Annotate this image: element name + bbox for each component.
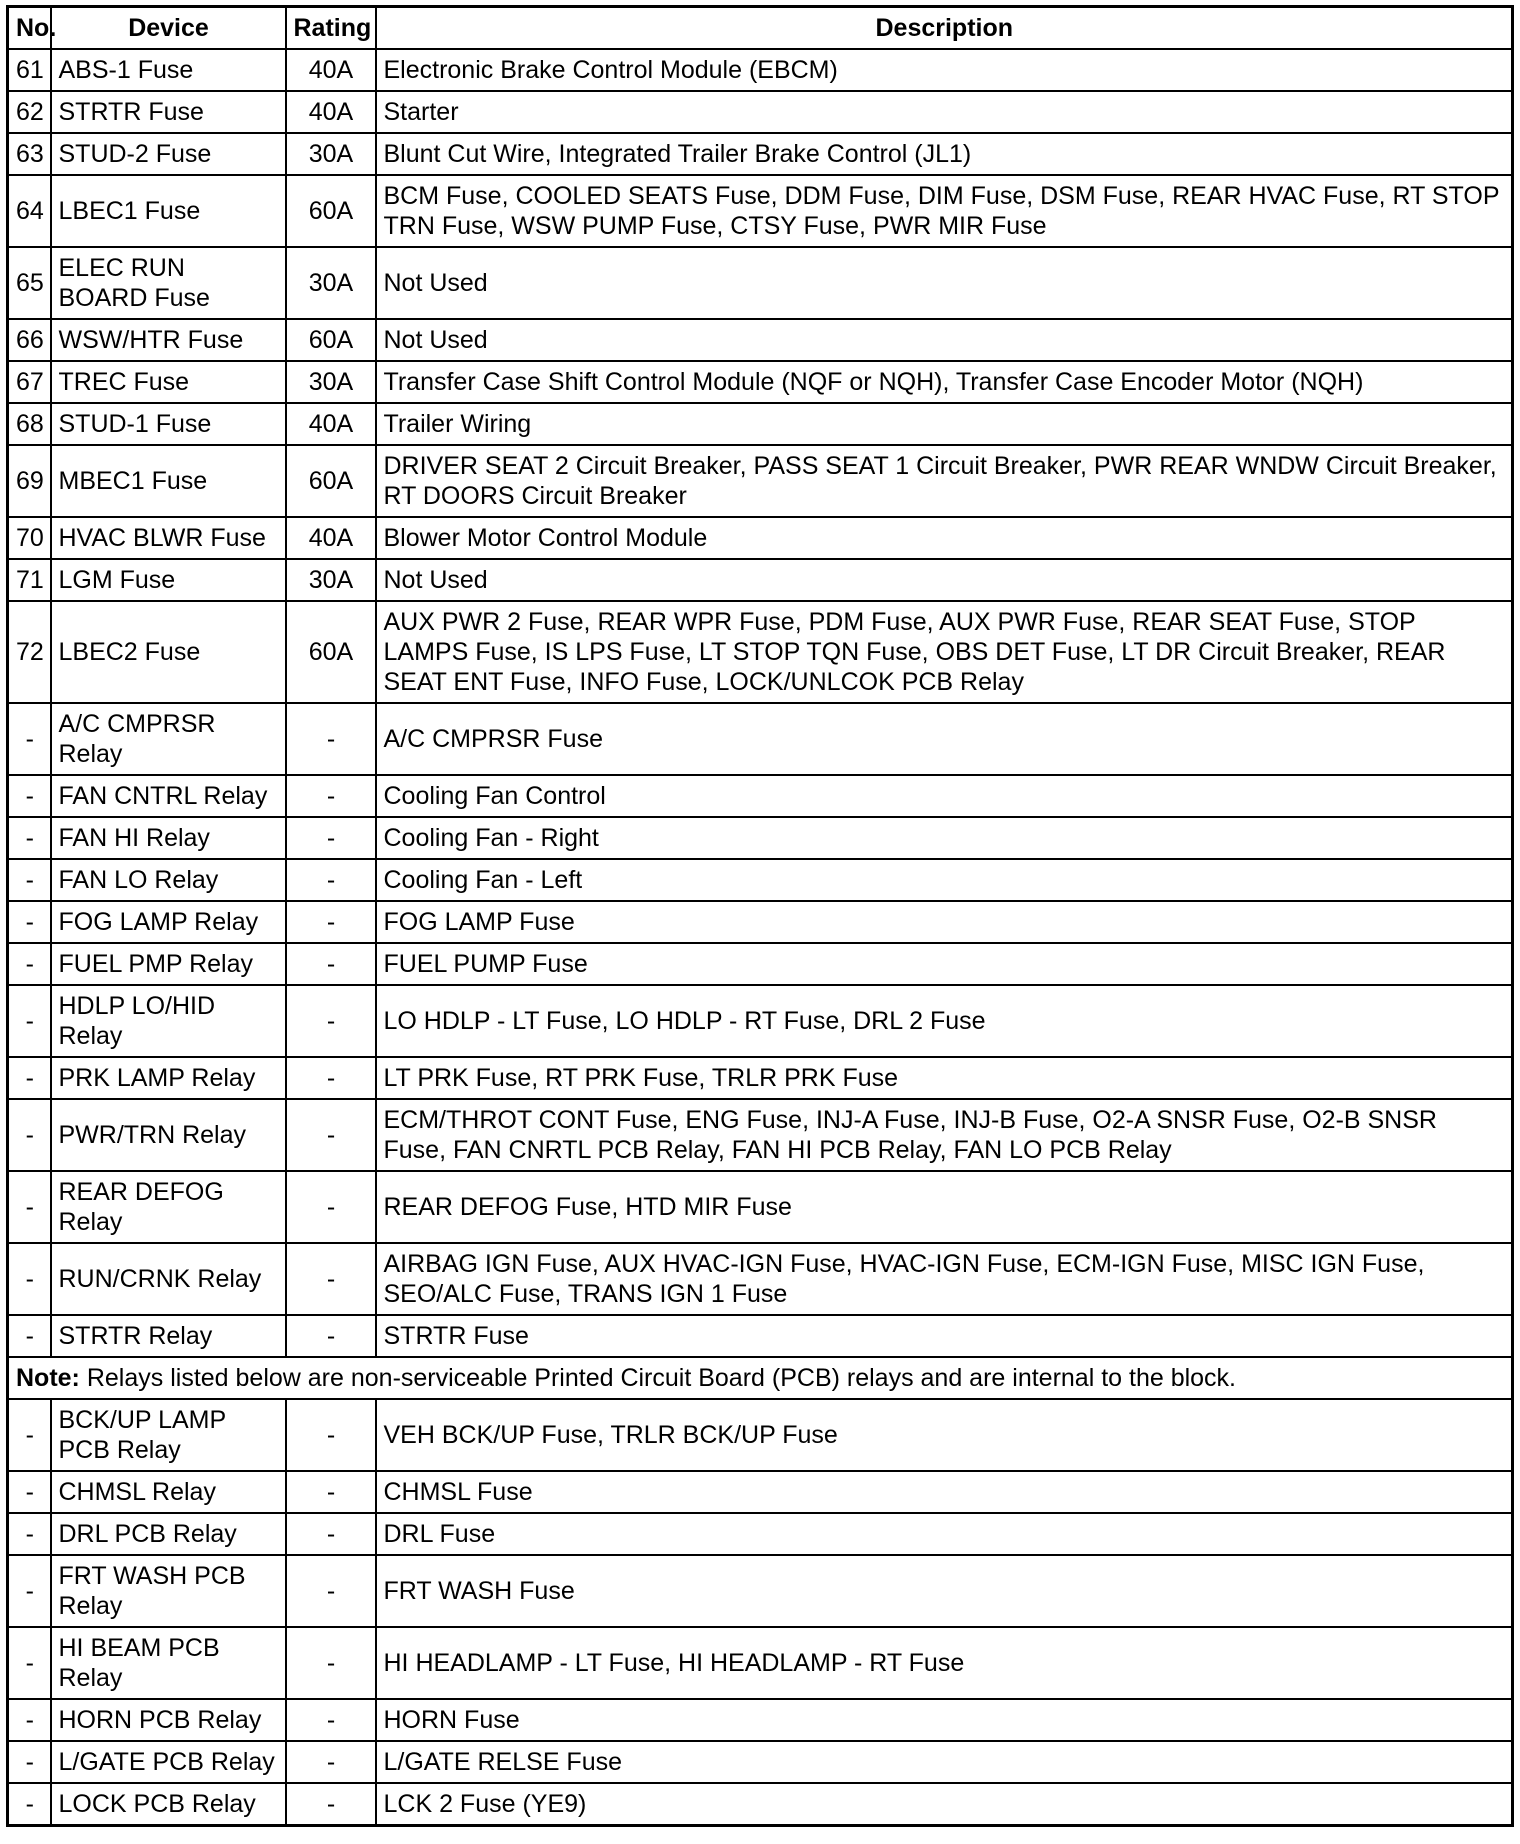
cell-description: STRTR Fuse <box>376 1315 1513 1357</box>
cell-device: STRTR Relay <box>51 1315 286 1357</box>
table-row <box>8 361 1513 403</box>
cell-rating: - <box>286 985 376 1057</box>
cell-rating: 60A <box>286 445 376 517</box>
cell-device: STUD-2 Fuse <box>51 133 286 175</box>
cell-device: HI BEAM PCB Relay <box>51 1627 286 1699</box>
cell-description: Transfer Case Shift Control Module (NQF or NQH), Transfer Case Encoder Motor (NQH) <box>376 361 1513 403</box>
cell-no: - <box>8 1627 51 1699</box>
table-row <box>8 1243 1513 1315</box>
cell-no: 61 <box>8 49 51 91</box>
header-no: No. <box>8 7 51 50</box>
cell-device: PWR/TRN Relay <box>51 1099 286 1171</box>
cell-description: Starter <box>376 91 1513 133</box>
cell-description: Blunt Cut Wire, Integrated Trailer Brake Control (JL1) <box>376 133 1513 175</box>
cell-rating: - <box>286 703 376 775</box>
cell-rating: - <box>286 1783 376 1825</box>
table-row <box>8 859 1513 901</box>
cell-no: 62 <box>8 91 51 133</box>
table-row <box>8 445 1513 517</box>
cell-description: HI HEADLAMP - LT Fuse, HI HEADLAMP - RT Fuse <box>376 1627 1513 1699</box>
cell-rating: 60A <box>286 175 376 247</box>
table-row <box>8 703 1513 775</box>
table-row <box>8 775 1513 817</box>
cell-device: LOCK PCB Relay <box>51 1783 286 1825</box>
cell-description: Trailer Wiring <box>376 403 1513 445</box>
cell-device: FRT WASH PCB Relay <box>51 1555 286 1627</box>
table-row <box>8 1783 1513 1825</box>
table-row <box>8 1627 1513 1699</box>
cell-no: - <box>8 859 51 901</box>
cell-device: FOG LAMP Relay <box>51 901 286 943</box>
cell-no: 67 <box>8 361 51 403</box>
cell-description: ECM/THROT CONT Fuse, ENG Fuse, INJ-A Fuse, INJ-B Fuse, O2-A SNSR Fuse, O2-B SNSR Fuse, FAN CNRTL PCB Relay, FAN HI PCB Relay, FAN LO PCB Relay <box>376 1099 1513 1171</box>
header-row <box>8 7 1513 50</box>
header-rating: Rating <box>286 7 376 50</box>
cell-description: A/C CMPRSR Fuse <box>376 703 1513 775</box>
cell-description: Cooling Fan Control <box>376 775 1513 817</box>
table-row <box>8 1555 1513 1627</box>
cell-description: AIRBAG IGN Fuse, AUX HVAC-IGN Fuse, HVAC-IGN Fuse, ECM-IGN Fuse, MISC IGN Fuse, SEO/ALC Fuse, TRANS IGN 1 Fuse <box>376 1243 1513 1315</box>
cell-device: TREC Fuse <box>51 361 286 403</box>
table-row <box>8 247 1513 319</box>
table-row <box>8 559 1513 601</box>
cell-no: - <box>8 775 51 817</box>
note-cell <box>8 1357 1513 1399</box>
table-row <box>8 901 1513 943</box>
cell-rating: - <box>286 1315 376 1357</box>
cell-no: - <box>8 1399 51 1471</box>
cell-device: STRTR Fuse <box>51 91 286 133</box>
cell-no: 65 <box>8 247 51 319</box>
table-row <box>8 601 1513 703</box>
cell-description: DRL Fuse <box>376 1513 1513 1555</box>
cell-no: - <box>8 1513 51 1555</box>
cell-device: REAR DEFOG Relay <box>51 1171 286 1243</box>
cell-device: STUD-1 Fuse <box>51 403 286 445</box>
cell-no: - <box>8 1783 51 1825</box>
table-row <box>8 943 1513 985</box>
table-row <box>8 175 1513 247</box>
cell-no: - <box>8 1471 51 1513</box>
header-device: Device <box>51 7 286 50</box>
cell-no: - <box>8 1741 51 1783</box>
cell-description: AUX PWR 2 Fuse, REAR WPR Fuse, PDM Fuse, AUX PWR Fuse, REAR SEAT Fuse, STOP LAMPS Fuse, IS LPS Fuse, LT STOP TQN Fuse, OBS DET Fuse, LT DR Circuit Breaker, REAR SEAT ENT Fuse, INFO Fuse, LOCK/UNLCOK PCB Relay <box>376 601 1513 703</box>
cell-device: ELEC RUN BOARD Fuse <box>51 247 286 319</box>
cell-no: - <box>8 901 51 943</box>
cell-rating: 30A <box>286 133 376 175</box>
cell-device: FAN HI Relay <box>51 817 286 859</box>
table-row <box>8 817 1513 859</box>
cell-description: Not Used <box>376 559 1513 601</box>
cell-no: - <box>8 1171 51 1243</box>
cell-rating: - <box>286 1741 376 1783</box>
cell-description: Not Used <box>376 319 1513 361</box>
cell-rating: - <box>286 1555 376 1627</box>
cell-no: - <box>8 703 51 775</box>
cell-rating: 30A <box>286 247 376 319</box>
cell-description: LCK 2 Fuse (YE9) <box>376 1783 1513 1825</box>
cell-description: FUEL PUMP Fuse <box>376 943 1513 985</box>
cell-rating: 40A <box>286 91 376 133</box>
cell-no: - <box>8 1099 51 1171</box>
cell-rating: - <box>286 1057 376 1099</box>
cell-rating: - <box>286 1471 376 1513</box>
cell-device: A/C CMPRSR Relay <box>51 703 286 775</box>
table-row <box>8 1513 1513 1555</box>
cell-rating: - <box>286 1171 376 1243</box>
cell-device: HVAC BLWR Fuse <box>51 517 286 559</box>
cell-no: 72 <box>8 601 51 703</box>
cell-no: 69 <box>8 445 51 517</box>
cell-no: 64 <box>8 175 51 247</box>
cell-rating: - <box>286 775 376 817</box>
cell-rating: 40A <box>286 49 376 91</box>
cell-rating: - <box>286 1699 376 1741</box>
cell-description: FOG LAMP Fuse <box>376 901 1513 943</box>
cell-rating: - <box>286 943 376 985</box>
cell-description: Not Used <box>376 247 1513 319</box>
cell-no: - <box>8 1699 51 1741</box>
cell-rating: - <box>286 1399 376 1471</box>
cell-no: - <box>8 1555 51 1627</box>
cell-no: 71 <box>8 559 51 601</box>
table-row <box>8 91 1513 133</box>
cell-description: LO HDLP - LT Fuse, LO HDLP - RT Fuse, DRL 2 Fuse <box>376 985 1513 1057</box>
cell-device: FUEL PMP Relay <box>51 943 286 985</box>
cell-no: 68 <box>8 403 51 445</box>
cell-device: L/GATE PCB Relay <box>51 1741 286 1783</box>
table-row <box>8 1315 1513 1357</box>
table-row <box>8 1741 1513 1783</box>
cell-device: PRK LAMP Relay <box>51 1057 286 1099</box>
cell-description: CHMSL Fuse <box>376 1471 1513 1513</box>
cell-device: LGM Fuse <box>51 559 286 601</box>
header-description: Description <box>376 7 1513 50</box>
cell-description: HORN Fuse <box>376 1699 1513 1741</box>
cell-rating: - <box>286 1243 376 1315</box>
cell-description: Cooling Fan - Right <box>376 817 1513 859</box>
cell-no: - <box>8 1243 51 1315</box>
cell-description: Electronic Brake Control Module (EBCM) <box>376 49 1513 91</box>
cell-device: LBEC2 Fuse <box>51 601 286 703</box>
cell-device: FAN LO Relay <box>51 859 286 901</box>
cell-description: Blower Motor Control Module <box>376 517 1513 559</box>
cell-rating: - <box>286 1513 376 1555</box>
cell-rating: 60A <box>286 319 376 361</box>
cell-description: LT PRK Fuse, RT PRK Fuse, TRLR PRK Fuse <box>376 1057 1513 1099</box>
table-row <box>8 517 1513 559</box>
cell-device: RUN/CRNK Relay <box>51 1243 286 1315</box>
cell-device: MBEC1 Fuse <box>51 445 286 517</box>
cell-rating: 30A <box>286 559 376 601</box>
table-row <box>8 319 1513 361</box>
cell-description: DRIVER SEAT 2 Circuit Breaker, PASS SEAT 1 Circuit Breaker, PWR REAR WNDW Circuit Breaker, RT DOORS Circuit Breaker <box>376 445 1513 517</box>
cell-no: - <box>8 985 51 1057</box>
cell-device: LBEC1 Fuse <box>51 175 286 247</box>
cell-rating: - <box>286 1099 376 1171</box>
cell-no: 70 <box>8 517 51 559</box>
cell-no: - <box>8 943 51 985</box>
table-row <box>8 1699 1513 1741</box>
table-row <box>8 1057 1513 1099</box>
cell-rating: - <box>286 859 376 901</box>
table-row <box>8 1099 1513 1171</box>
cell-rating: 40A <box>286 403 376 445</box>
note-text: Relays listed below are non-serviceable Printed Circuit Board (PCB) relays and are internal to the block. <box>86 1364 1237 1392</box>
cell-description: FRT WASH Fuse <box>376 1555 1513 1627</box>
fuse-relay-table <box>6 5 1514 1827</box>
cell-description: L/GATE RELSE Fuse <box>376 1741 1513 1783</box>
cell-device: DRL PCB Relay <box>51 1513 286 1555</box>
cell-rating: - <box>286 901 376 943</box>
cell-device: HDLP LO/HID Relay <box>51 985 286 1057</box>
cell-description: Cooling Fan - Left <box>376 859 1513 901</box>
cell-rating: - <box>286 1627 376 1699</box>
cell-device: FAN CNTRL Relay <box>51 775 286 817</box>
cell-no: 63 <box>8 133 51 175</box>
cell-no: - <box>8 1057 51 1099</box>
table-row <box>8 133 1513 175</box>
table-row <box>8 985 1513 1057</box>
cell-rating: - <box>286 817 376 859</box>
cell-description: VEH BCK/UP Fuse, TRLR BCK/UP Fuse <box>376 1399 1513 1471</box>
cell-description: BCM Fuse, COOLED SEATS Fuse, DDM Fuse, DIM Fuse, DSM Fuse, REAR HVAC Fuse, RT STOP TRN Fuse, WSW PUMP Fuse, CTSY Fuse, PWR MIR Fuse <box>376 175 1513 247</box>
cell-no: - <box>8 817 51 859</box>
table-row <box>8 1399 1513 1471</box>
table-row <box>8 1171 1513 1243</box>
cell-device: ABS-1 Fuse <box>51 49 286 91</box>
table-row <box>8 403 1513 445</box>
cell-device: CHMSL Relay <box>51 1471 286 1513</box>
note-label: Note: <box>16 1364 80 1392</box>
cell-description: REAR DEFOG Fuse, HTD MIR Fuse <box>376 1171 1513 1243</box>
cell-rating: 60A <box>286 601 376 703</box>
cell-device: WSW/HTR Fuse <box>51 319 286 361</box>
cell-no: 66 <box>8 319 51 361</box>
cell-device: BCK/UP LAMP PCB Relay <box>51 1399 286 1471</box>
table-row <box>8 1471 1513 1513</box>
note-row <box>8 1357 1513 1399</box>
cell-no: - <box>8 1315 51 1357</box>
cell-rating: 40A <box>286 517 376 559</box>
table-row <box>8 49 1513 91</box>
cell-rating: 30A <box>286 361 376 403</box>
cell-device: HORN PCB Relay <box>51 1699 286 1741</box>
